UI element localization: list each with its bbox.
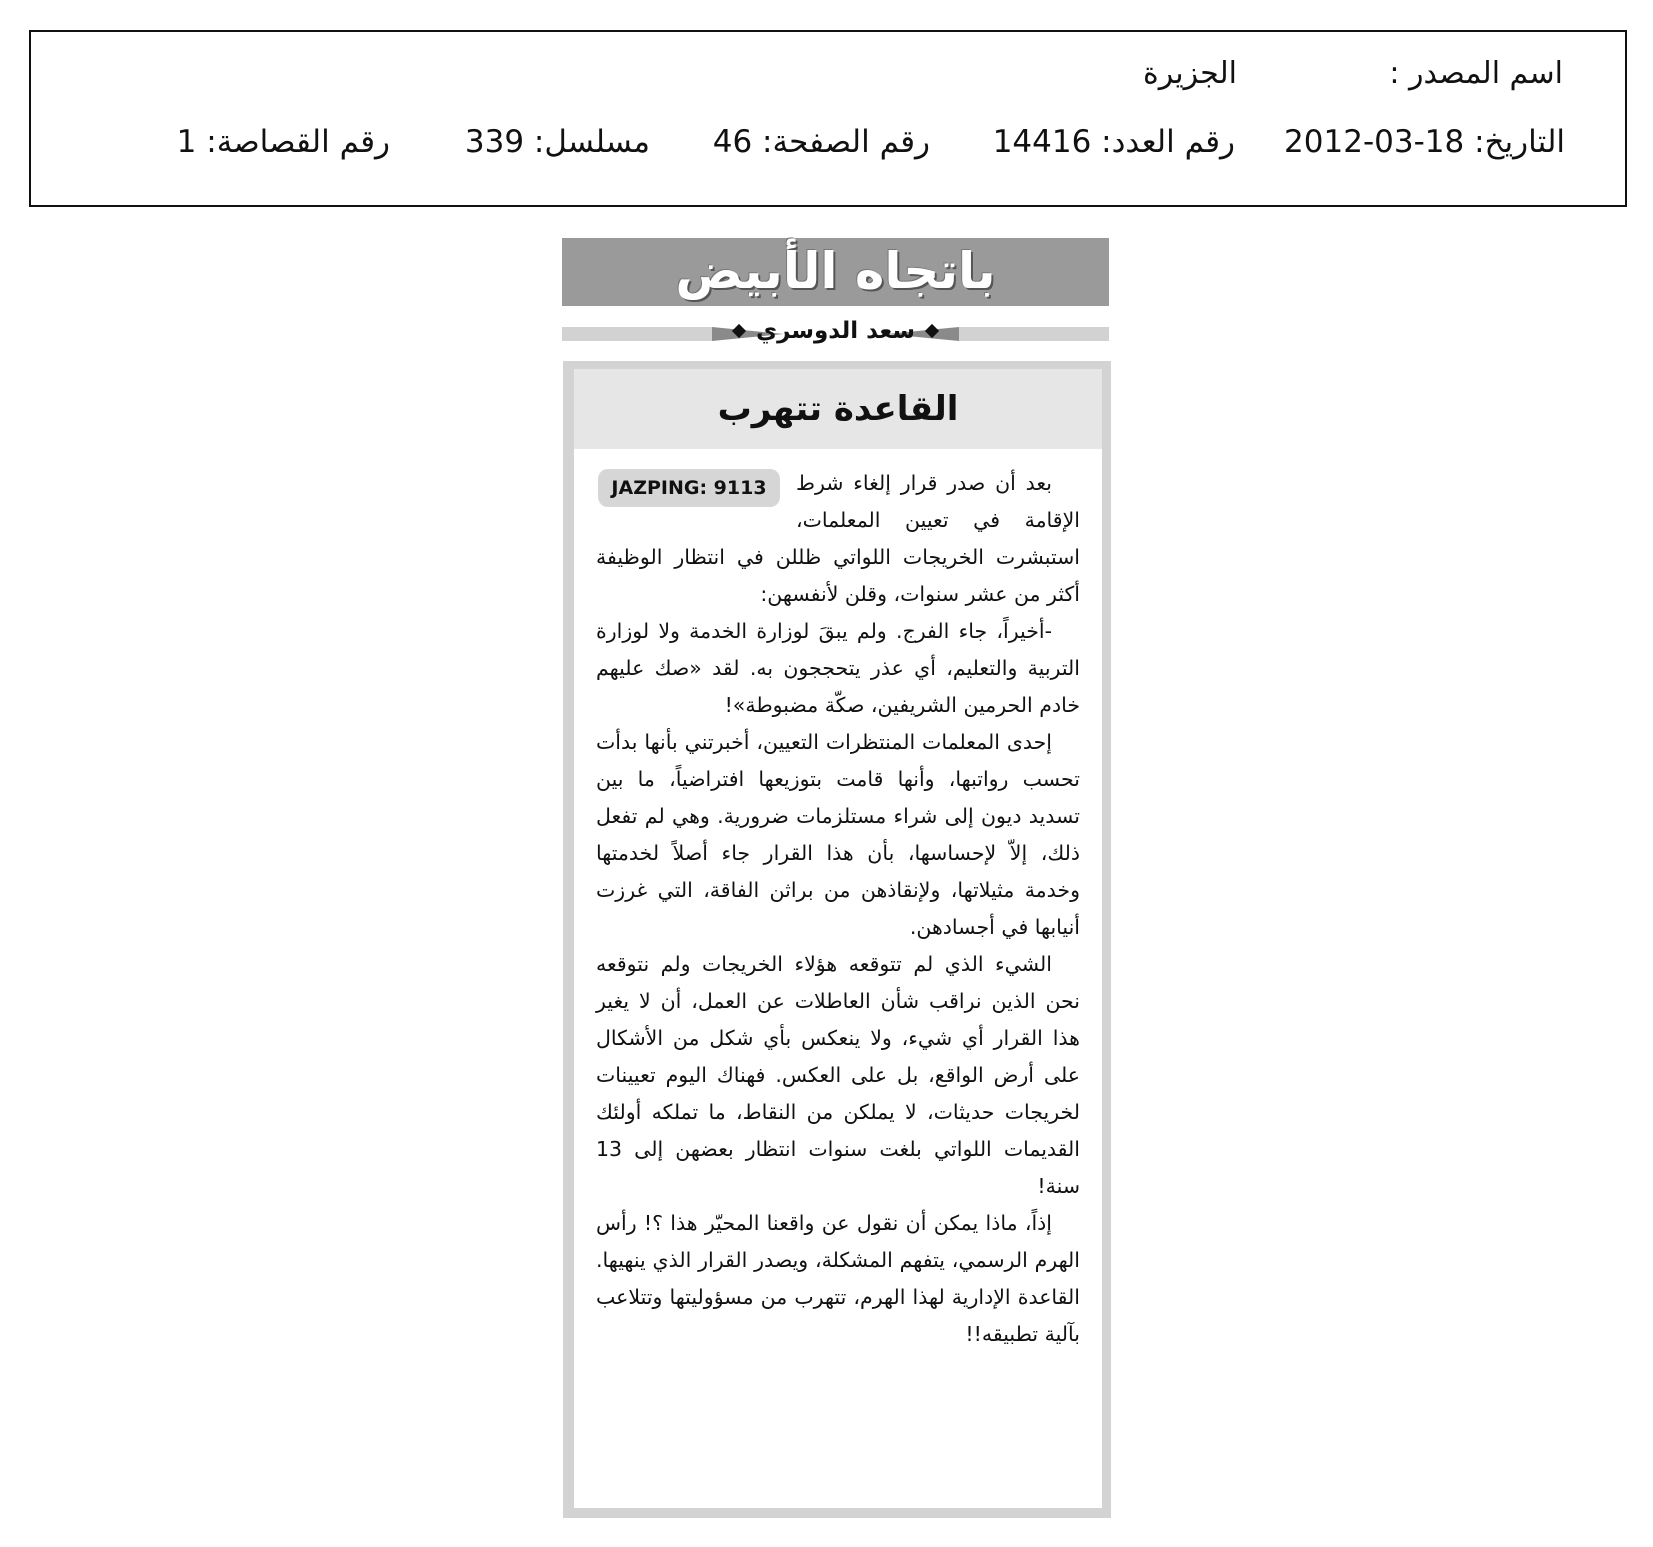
date-field: التاريخ: 18-03-2012 xyxy=(1284,124,1565,160)
column-title-banner xyxy=(562,238,1109,306)
paragraph: -أخيراً، جاء الفرج. ولم يبقَ لوزارة الخدمة ولا لوزارة التربية والتعليم، أي عذر يتحججون به. لقد «صك عليهم خادم الحرمين الشريفين، صكّة مضبوطة»! xyxy=(596,619,1080,717)
headline-bar xyxy=(574,369,1102,449)
serial-field: مسلسل: 339 xyxy=(464,124,650,160)
clip-code-badge: JAZPING: 9113 xyxy=(598,469,780,507)
issue-number-field: رقم العدد: 14416 xyxy=(992,124,1235,160)
article-body-container xyxy=(574,369,1102,1508)
source-label: اسم المصدر : xyxy=(1389,56,1563,91)
article-frame xyxy=(563,361,1111,1518)
source-value: الجزيرة xyxy=(1142,56,1237,91)
author-name: سعد الدوسري xyxy=(755,318,915,344)
author-row xyxy=(562,318,1109,348)
column-title: باتجاه الأبيض xyxy=(675,242,996,300)
article-text xyxy=(596,465,1080,1353)
source-info-box xyxy=(29,30,1627,207)
paragraph: إحدى المعلمات المنتظرات التعيين، أخبرتني بأنها بدأت تحسب رواتبها، وأنها قامت بتوزيعها افتراضياً، ما بين تسديد ديون إلى شراء مستلزمات ضرورية. وهي لم تفعل ذلك، إلاّ لإحساسها، بأن هذا القرار جاء أصلاً لخدمتها وخدمة مثيلاتها، ولإنقاذهن من براثن الفاقة، التي غرزت أنيابها في أجسادهن. xyxy=(596,730,1080,939)
paragraph: بعد أن صدر قرار إلغاء شرط الإقامة في تعيين المعلمات، استبشرت الخريجات اللواتي ظللن في انتظار الوظيفة أكثر من عشر سنوات، وقلن لأنفسهن: xyxy=(596,471,1080,606)
clip-number-field: رقم القصاصة: 1 xyxy=(176,124,390,160)
paragraph: إذاً، ماذا يمكن أن نقول عن واقعنا المحيّر هذا ؟! رأس الهرم الرسمي، يتفهم المشكلة، ويصدر القرار الذي ينهيها. القاعدة الإدارية لهذا الهرم، تتهرب من مسؤوليتها وتتلاعب بآلية تطبيقه!! xyxy=(596,1211,1080,1346)
diamond-icon xyxy=(732,324,746,338)
paragraph: الشيء الذي لم تتوقعه هؤلاء الخريجات ولم نتوقعه نحن الذين نراقب شأن العاطلات عن العمل، أن لا يغير هذا القرار أي شيء، ولا ينعكس بأي شكل من الأشكال على أرض الواقع، بل على العكس. فهناك اليوم تعيينات لخريجات حديثات، لا يملكن من النقاط، ما تملكه أولئك القديمات اللواتي بلغت سنوات انتظار بعضهن إلى 13 سنة! xyxy=(596,952,1080,1198)
page-number-field: رقم الصفحة: 46 xyxy=(712,124,930,160)
diamond-icon xyxy=(925,324,939,338)
article-headline: القاعدة تتهرب xyxy=(717,389,959,429)
badge-spacer xyxy=(596,465,796,537)
author-byline xyxy=(562,318,1109,344)
